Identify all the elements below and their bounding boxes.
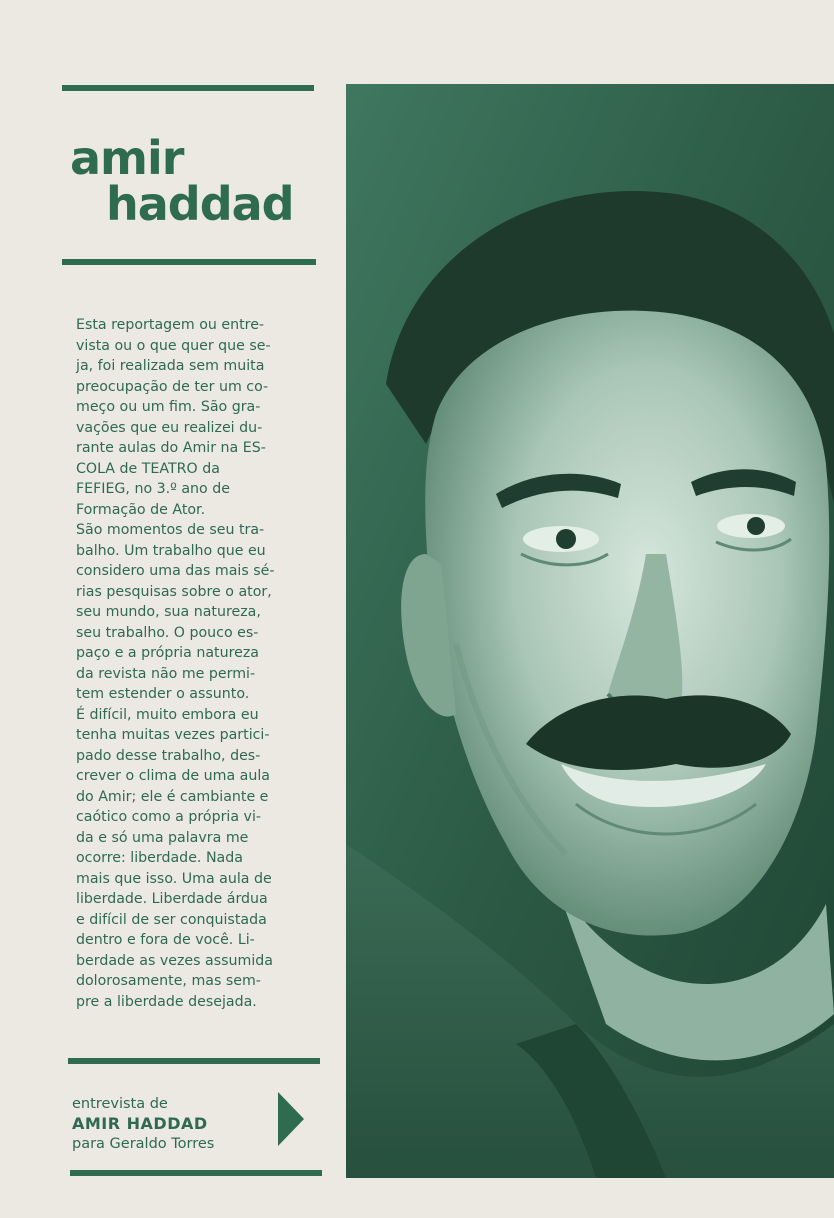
body-line: da revista não me permi- [76,665,256,682]
title-line-first: amir [70,131,184,185]
article-credit [72,1094,214,1154]
body-line: preocupação de ter um co- [76,378,269,395]
body-line: pre a liberdade desejada. [76,993,257,1010]
body-line: mais que isso. Uma aula de [76,870,272,887]
body-line: vista ou o que quer que se- [76,337,271,354]
body-line: rante aulas do Amir na ES- [76,440,266,456]
body-line: pado desse trabalho, des- [76,747,261,764]
title-bottom-rule [62,259,316,265]
body-line: berdade as vezes assumida [76,952,273,969]
credit-author: para Geraldo Torres [72,1136,215,1152]
body-line: dentro e fora de você. Li- [76,932,255,948]
body-line: balho. Um trabalho que eu [76,542,266,559]
body-line: ocorre: liberdade. Nada [76,850,243,866]
credit-label: entrevista de [72,1096,168,1112]
body-line: crever o clima de uma aula [76,768,270,784]
top-rule [62,85,314,91]
body-line: ja, foi realizada sem muita [76,358,265,374]
body-line: É difícil, muito embora eu [76,706,259,723]
credit-bottom-rule [70,1170,322,1176]
body-line: COLA de TEATRO da [76,460,220,477]
body-line: Esta reportagem ou entre- [76,317,265,333]
triangle-right-icon [278,1092,304,1146]
body-line: vações que eu realizei du- [76,419,263,436]
body-line: São momentos de seu tra- [76,522,265,538]
credit-name: AMIR HADDAD [72,1114,208,1133]
body-line: tenha muitas vezes partici- [76,727,270,743]
body-line: caótico como a própria vi- [76,809,262,825]
body-line: paço e a própria natureza [76,645,259,661]
body-line: rias pesquisas sobre o ator, [76,583,272,600]
body-line: da e só uma palavra me [76,829,249,846]
article-title [70,131,294,231]
body-line: seu trabalho. O pouco es- [76,624,259,641]
body-line: meço ou um fim. São gra- [76,399,261,415]
body-line: do Amir; ele é cambiante e [76,788,269,805]
body-line: Formação de Ator. [76,501,206,518]
body-line: considero uma das mais sé- [76,563,275,579]
body-line: tem estender o assunto. [76,686,250,702]
body-line: FEFIEG, no 3.º ano de [76,481,230,497]
credit-top-rule [68,1058,320,1064]
body-line: liberdade. Liberdade árdua [76,891,268,907]
body-line: e difícil de ser conquistada [76,911,267,928]
body-line: seu mundo, sua natureza, [76,604,261,620]
body-line: dolorosamente, mas sem- [76,973,261,989]
article-body [76,315,304,1012]
title-line-last: haddad [106,177,294,231]
portrait-photo [346,84,834,1178]
